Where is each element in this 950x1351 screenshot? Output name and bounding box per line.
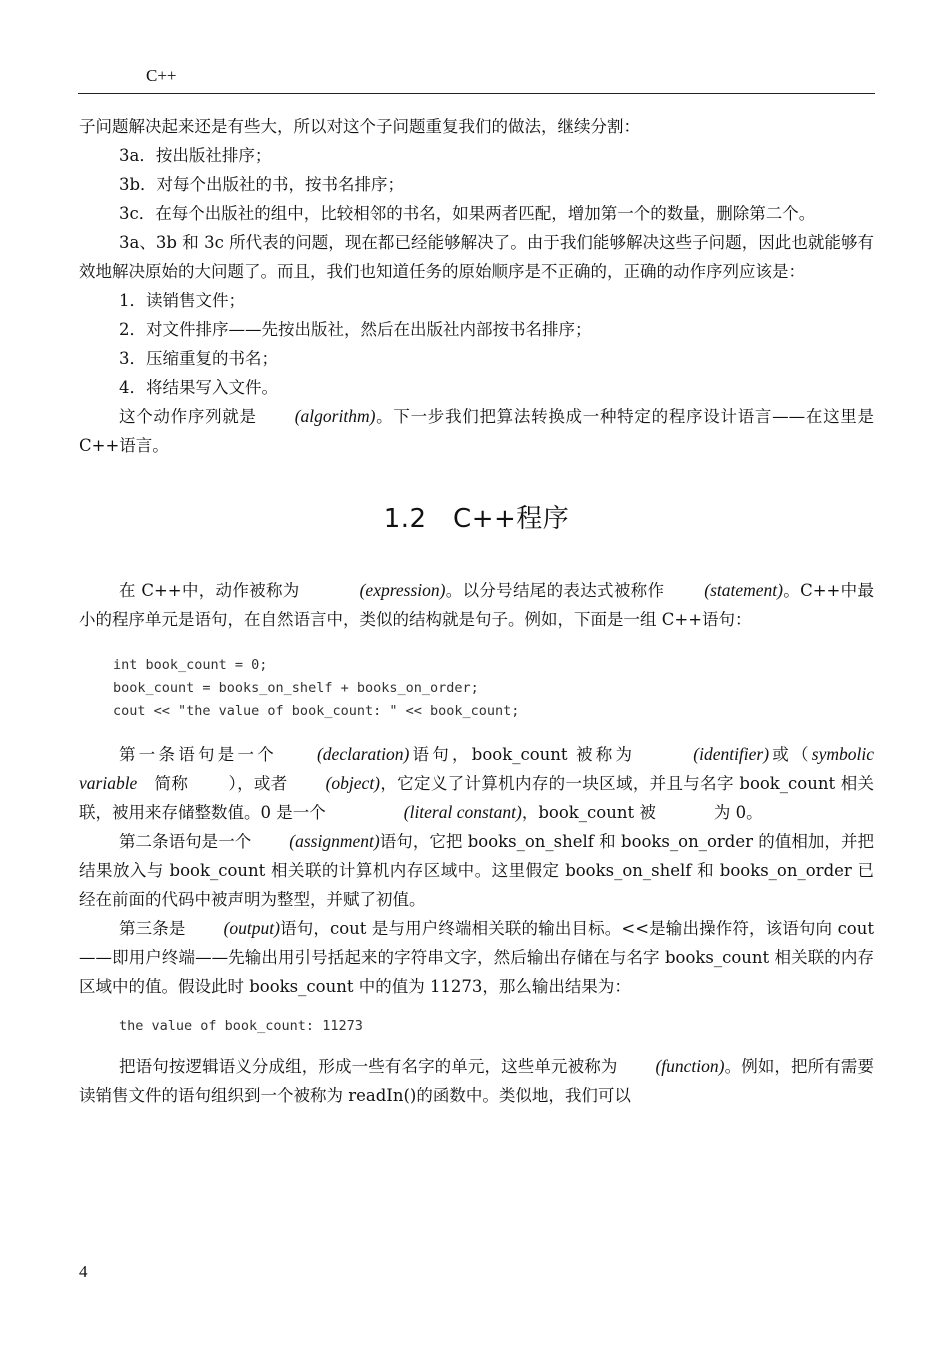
decl-text-a: 第一条语句是一个: [119, 745, 277, 764]
decl-text-e: ），或者: [228, 774, 288, 793]
decl-text-c: 或（: [769, 745, 812, 764]
statement-text-b: 。以分号结尾的表达式被称作: [445, 581, 665, 600]
code-line-2: book_count = books_on_shelf + books_on_order;: [113, 680, 479, 696]
header-rule: [78, 93, 875, 94]
sub-step-3b: 3b．对每个出版社的书，按书名排序；: [119, 175, 405, 194]
term-expression: (expression): [359, 580, 446, 600]
sub-step-3a: 3a．按出版社排序；: [119, 146, 272, 165]
term-symbolic-variable: symbolic variable: [79, 744, 875, 793]
step-1: 1．读销售文件；: [119, 291, 245, 310]
paragraph-declaration: [79, 740, 874, 827]
paragraph-assignment: [79, 827, 874, 914]
term-object: (object): [325, 773, 381, 793]
term-algorithm: (algorithm): [294, 406, 376, 426]
output-text-a: 第三条是: [119, 919, 186, 938]
sub-step-3c: 3c．在每个出版社的组中，比较相邻的书名，如果两者匹配，增加第一个的数量，删除第二个。: [119, 204, 816, 223]
term-function: (function): [655, 1056, 725, 1076]
term-assignment: (assignment): [289, 831, 380, 851]
step-3: 3．压缩重复的书名；: [119, 349, 278, 368]
paragraph-function: [79, 1052, 874, 1110]
function-text-b: 。例如，把所有需要读销售文件的语句组织到一个被称为 readIn()的函数中。类似地，我们可以: [79, 1057, 875, 1105]
assign-text-a: 第二条语句是一个: [119, 832, 252, 851]
term-literal-constant: (literal constant): [403, 802, 522, 822]
code-line-1: int book_count = 0;: [113, 657, 268, 673]
term-statement: (statement): [704, 580, 783, 600]
paragraph-algorithm: [79, 402, 874, 460]
paragraph-statement: [79, 576, 874, 634]
output-example: the value of book_count: 11273: [119, 1018, 363, 1034]
decl-text-b: 语句，book_count 被称为: [409, 745, 636, 764]
decl-text-f: ，它定义了计算机内存的一块区域，并且与名字 book_count 相关联，被用来存储整数值。0 是一个: [79, 774, 875, 822]
algorithm-text-a: 这个动作序列就是: [119, 407, 257, 426]
paragraph-intro: 子问题解决起来还是有些大，所以对这个子问题重复我们的做法，继续分割：: [79, 117, 640, 136]
statement-text-a: 在 C++中，动作被称为: [119, 581, 300, 600]
term-declaration: (declaration): [316, 744, 410, 764]
page-number: 4: [79, 1262, 88, 1281]
output-text-b: 语句，cout 是与用户终端相关联的输出目标。<<是输出操作符，该语句向 cout——即用户终端——先输出用引号括起来的字符串文字，然后输出存储在与名字 books_count 相关联的内存区域中的值。假设此时 books_count 中的值为 11273，那么输出结果为：: [79, 919, 875, 996]
code-block: [79, 654, 874, 723]
section-title: 1.2 C++程序: [383, 504, 570, 534]
decl-text-d: 简称: [154, 774, 189, 793]
statement-text-c: 。C++中最小的程序单元是语句，在自然语言中，类似的结构就是句子。例如，下面是一组 C++语句：: [79, 581, 874, 629]
step-2: 2．对文件排序——先按出版社，然后在出版社内部按书名排序；: [119, 320, 592, 339]
step-4: 4．将结果写入文件。: [119, 378, 278, 397]
term-output: (output): [223, 918, 280, 938]
page-body: [79, 112, 874, 1110]
running-header: C++: [146, 66, 177, 85]
paragraph-output: [79, 914, 874, 1001]
code-line-3: cout << "the value of book_count: " << book_count;: [113, 703, 520, 719]
paragraph-solved: 3a、3b 和 3c 所代表的问题，现在都已经能够解决了。由于我们能够解决这些子问题，因此也就能够有效地解决原始的大问题了。而且，我们也知道任务的原始顺序是不正确的，正确的动作序列应该是：: [79, 233, 874, 281]
assign-text-b: 语句，它把 books_on_shelf 和 books_on_order 的值相加，并把结果放入与 book_count 相关联的计算机内存区域中。这里假定 books_on_shelf 和 books_on_order 已经在前面的代码中被声明为整型，并赋了初值。: [79, 832, 875, 909]
term-identifier: (identifier): [693, 744, 770, 764]
decl-text-h: 为 0。: [713, 803, 763, 822]
algorithm-text-b: 。下一步我们把算法转换成一种特定的程序设计语言——在这里是 C++语言。: [79, 407, 875, 455]
function-text-a: 把语句按逻辑语义分成组，形成一些有名字的单元，这些单元被称为: [119, 1057, 618, 1076]
decl-text-g: ，book_count 被: [521, 803, 656, 822]
